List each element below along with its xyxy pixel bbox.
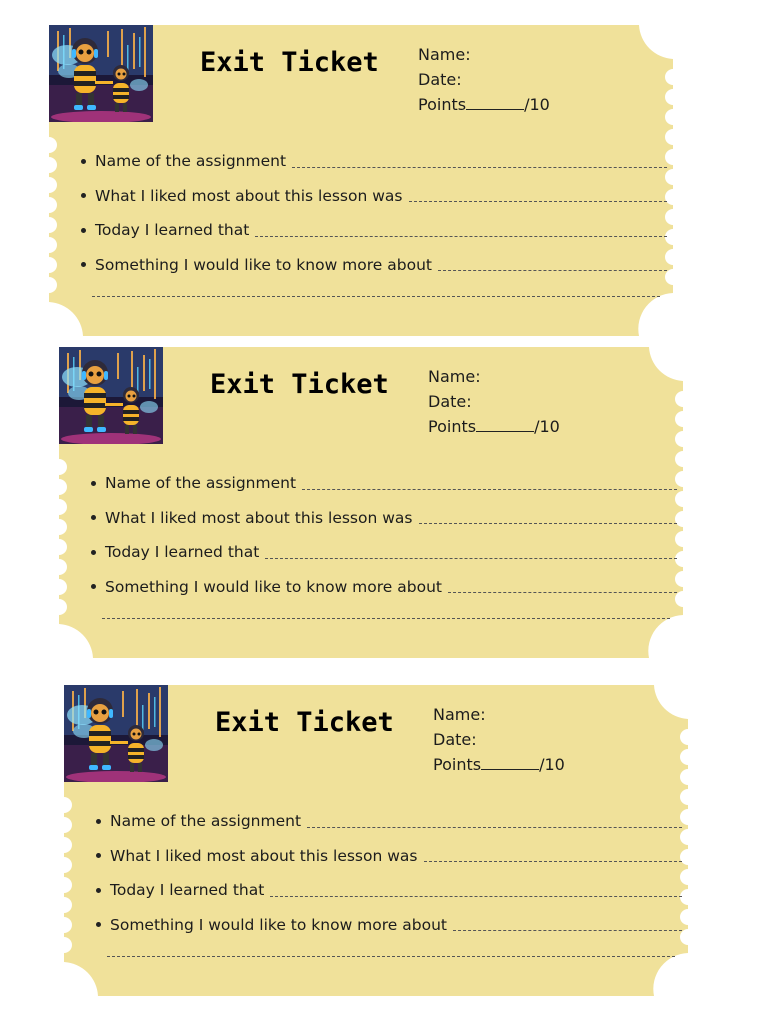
- prompt-list: [92, 804, 682, 942]
- ticket-meta: [418, 42, 550, 117]
- prompt-text: What I liked most about this lesson was: [110, 846, 418, 865]
- prompt-text: Something I would like to know more about: [95, 255, 432, 274]
- exit-ticket-3: [60, 685, 700, 996]
- extra-answer-line[interactable]: [92, 296, 660, 297]
- prompt-item: [77, 179, 667, 214]
- prompt-item: [77, 248, 667, 283]
- points-blank[interactable]: [481, 755, 539, 770]
- answer-line[interactable]: [255, 224, 667, 237]
- bee-robots-illustration: [64, 685, 168, 782]
- bullet-dot: [91, 550, 96, 555]
- answer-line[interactable]: [453, 918, 682, 931]
- name-label: Name:: [418, 45, 471, 64]
- prompt-text: Something I would like to know more about: [110, 915, 447, 934]
- date-label: Date:: [433, 730, 477, 749]
- answer-line[interactable]: [307, 815, 682, 828]
- extra-answer-line[interactable]: [107, 956, 675, 957]
- points-label: Points: [418, 95, 467, 114]
- prompt-text: What I liked most about this lesson was: [105, 508, 413, 527]
- name-label: Name:: [433, 705, 486, 724]
- prompt-item: [87, 466, 677, 501]
- ticket-title: Exit Ticket: [215, 707, 394, 738]
- answer-line[interactable]: [424, 849, 683, 862]
- ticket-title: Exit Ticket: [200, 47, 379, 78]
- bullet-dot: [96, 922, 101, 927]
- points-suffix: /10: [539, 755, 565, 774]
- points-row: [433, 752, 565, 777]
- answer-line[interactable]: [438, 258, 667, 271]
- prompt-text: Name of the assignment: [105, 474, 297, 493]
- ticket-title: Exit Ticket: [210, 369, 389, 400]
- answer-line[interactable]: [302, 477, 677, 490]
- bullet-dot: [81, 262, 86, 267]
- prompt-item: [92, 873, 682, 908]
- ticket-meta: [433, 702, 565, 777]
- bullet-dot: [81, 193, 86, 198]
- prompt-item: [92, 908, 682, 943]
- bullet-dot: [91, 584, 96, 589]
- prompt-item: [87, 501, 677, 536]
- date-label: Date:: [418, 70, 462, 89]
- answer-line[interactable]: [270, 884, 682, 897]
- name-label: Name:: [428, 367, 481, 386]
- points-suffix: /10: [534, 417, 560, 436]
- bullet-dot: [96, 888, 101, 893]
- prompt-item: [87, 535, 677, 570]
- answer-line[interactable]: [292, 155, 667, 168]
- prompt-text: Name of the assignment: [110, 812, 302, 831]
- prompt-list: [87, 466, 677, 604]
- exit-ticket-2: [55, 347, 695, 658]
- exit-ticket-1: [45, 25, 685, 336]
- points-label: Points: [433, 755, 482, 774]
- prompt-item: [77, 144, 667, 179]
- bullet-dot: [81, 159, 86, 164]
- prompt-text: Today I learned that: [110, 881, 265, 900]
- bullet-dot: [81, 228, 86, 233]
- prompt-item: [87, 570, 677, 605]
- prompt-text: Today I learned that: [105, 543, 260, 562]
- answer-line[interactable]: [265, 546, 677, 559]
- prompt-text: Today I learned that: [95, 221, 250, 240]
- points-row: [418, 92, 550, 117]
- prompt-item: [92, 839, 682, 874]
- ticket-meta: [428, 364, 560, 439]
- date-label: Date:: [428, 392, 472, 411]
- bullet-dot: [96, 853, 101, 858]
- extra-answer-line[interactable]: [102, 618, 670, 619]
- bee-robots-illustration: [59, 347, 163, 444]
- bullet-dot: [91, 515, 96, 520]
- bee-robots-illustration: [49, 25, 153, 122]
- bullet-dot: [91, 481, 96, 486]
- prompt-item: [77, 213, 667, 248]
- points-suffix: /10: [524, 95, 550, 114]
- answer-line[interactable]: [419, 511, 678, 524]
- points-label: Points: [428, 417, 477, 436]
- prompt-text: What I liked most about this lesson was: [95, 186, 403, 205]
- prompt-text: Name of the assignment: [95, 152, 287, 171]
- answer-line[interactable]: [409, 189, 668, 202]
- prompt-list: [77, 144, 667, 282]
- prompt-text: Something I would like to know more about: [105, 577, 442, 596]
- bullet-dot: [96, 819, 101, 824]
- points-row: [428, 414, 560, 439]
- points-blank[interactable]: [466, 95, 524, 110]
- points-blank[interactable]: [476, 417, 534, 432]
- prompt-item: [92, 804, 682, 839]
- answer-line[interactable]: [448, 580, 677, 593]
